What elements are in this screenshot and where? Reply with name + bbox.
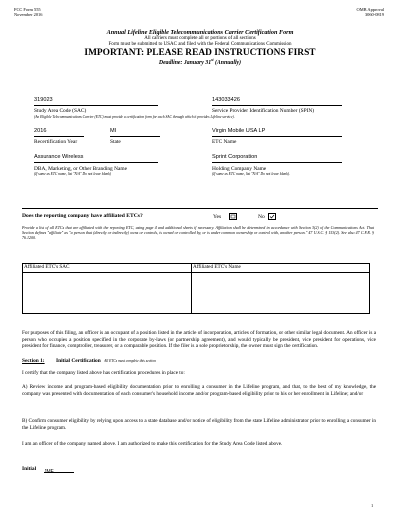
section-label: Section 1: [22,358,45,364]
table-cell-sac[interactable] [23,273,192,314]
spin-label: Service Provider Identification Number (SPIN) [212,108,315,114]
section-1-heading [22,358,156,364]
state-value: MI [110,128,117,134]
initial-field[interactable] [44,463,74,473]
officer-definition: For purposes of this filing, an officer is an occupant of a position listed in the article of incorporation, articles of formation, or other similar legal document. An officer is a person who occupies a position specified in the corporate by-laws (or partnership agreement), and would typically be president, vice president for operations, vice president for finance, comptroller, treasurer, or a comparable position. If the filer is a sole proprietorship, the owner must sign the certification. [22,330,376,350]
etc-name-value: Virgin Mobile USA LP [212,128,266,134]
affiliation-instructions: Provide a list of all ETCs that are affiliated with the reporting ETC, using page 4 and additional sheets if necessary. Affiliation shall be determined in accordance with Section 3(2) of the Communications Act. That Section defines "affiliate" as "a person that (directly or indirectly) owns or controls, is owned or controlled by, or is under common ownership or control with, another person." 47 U.S.C. § 153(2). See also 47 C.F.R. § 76.1200. [22,225,374,240]
no-checkbox[interactable] [268,213,276,220]
table-row [23,273,370,314]
affiliated-question: Does the reporting company have affiliated ETCs? [22,213,143,219]
form-header-left [14,7,42,18]
table-cell-name[interactable] [192,273,370,314]
page-number: 1 [371,503,374,508]
divider [22,208,378,209]
sac-field[interactable] [34,97,158,106]
dba-value: Assurance Wireless [34,154,84,160]
affiliated-etc-table [22,263,370,314]
state-field[interactable] [110,128,160,137]
omb-number: 3060-0819 [364,12,384,18]
yes-checkbox[interactable] [229,213,237,220]
section-note: All ETCs must complete this section [104,359,156,363]
no-label: No [258,213,265,220]
item-a: A) Review income and program-based eligibility documentation prior to enrolling a consumer in the Lifeline program, and that, to the best of my knowledge, the company was presented with documentation of each consumer's household income and/or program-based eligibility prior to his or her enrollment in Lifeline; and/or [22,384,376,397]
checkbox-empty-icon [230,214,236,219]
col-affiliated-name: Affiliated ETC's Name [192,264,370,273]
item-b: B) Confirm consumer eligibility by relying upon access to a state database and/or notice of eligibility from the state Lifeline administrator prior to enrolling a consumer in the Lifeline program. [22,418,376,431]
dba-label: DBA, Marketing, or Other Branding Name [34,166,127,172]
state-label: State [110,139,121,145]
holding-field[interactable] [212,154,342,163]
form-number: FCC Form 555 [14,7,41,12]
form-title: Annual Lifeline Eligible Telecommunications Carrier Certification Form [106,29,294,36]
form-header-right [357,7,384,18]
important-heading: IMPORTANT: PLEASE READ INSTRUCTIONS FIRST [84,48,316,58]
etc-name-label: ETC Name [212,139,237,145]
yes-option[interactable] [213,213,237,220]
initial-value: JMF [44,469,54,475]
sac-note: (An Eligible Telecommunications Carrier (ETC) must provide a certification form for each SAC through which it provides Lifeline service). [34,115,235,119]
no-option[interactable] [258,213,276,220]
year-field[interactable] [34,128,84,137]
sac-value: 319023 [34,97,53,103]
spin-value: 143033426 [212,97,240,103]
table-header-row [23,264,370,273]
sac-label: Study Area Code (SAC) [34,108,87,114]
officer-statement: I am an officer of the company named above. I am authorized to make this certification for the Study Area Code listed above. [22,441,283,447]
year-label: Recertification Year [34,139,78,145]
dba-field[interactable] [34,154,158,163]
holding-note: (If same as ETC name, list "N/A" Do not leave blank). [212,172,290,176]
checkmark-icon [269,214,275,219]
form-date: November 2016 [14,12,43,18]
initial-label: Initial [22,466,37,472]
title-subline-2: Form must be submitted to USAC and filed with the Federal Communications Commission [108,42,292,47]
omb-label: OMB Approval [356,7,384,12]
holding-value: Sprint Corporation [212,154,258,160]
section-title: Initial Certification [55,358,101,364]
dba-note: (If same as ETC name, list "N/A" Do not leave blank) [34,172,111,176]
year-value: 2016 [34,128,47,134]
spin-field[interactable] [212,97,342,106]
title-subline-1: All carriers must complete all or portions of all sections [144,36,256,41]
holding-label: Holding Company Name [212,166,267,172]
etc-name-field[interactable] [212,128,342,137]
yes-label: Yes [213,213,222,220]
deadline-line: Deadline: January 31st (Annually) [158,58,242,66]
col-affiliated-sac: Affiliated ETC's SAC [23,264,192,273]
certify-line: I certify that the company listed above has certification procedures in place to: [22,370,185,376]
